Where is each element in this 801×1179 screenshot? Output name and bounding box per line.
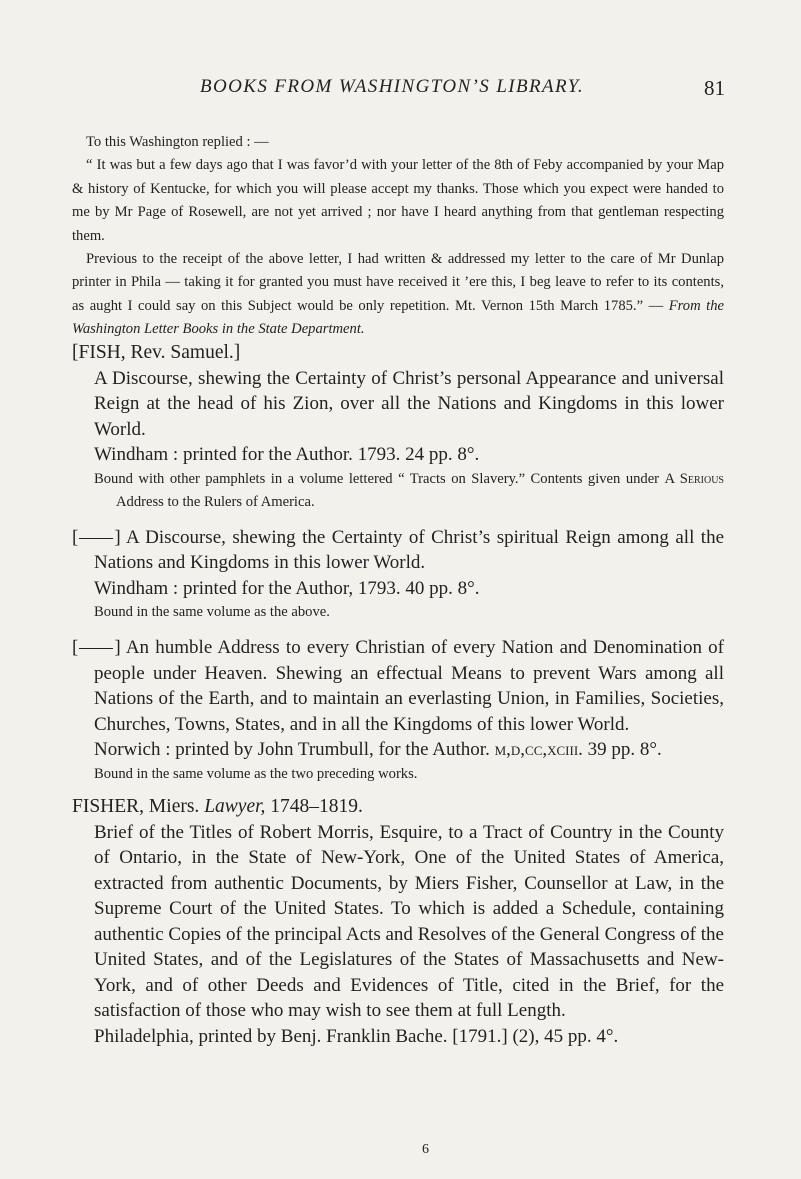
fish-heading: [FISH, Rev. Samuel.]	[72, 342, 241, 363]
fish-entry1-title: A Discourse, shewing the Certainty of Christ’s personal Appearance and universal Reign at the head of his Zion, over all the Nations and Kingdoms in this lower World.	[94, 367, 724, 440]
repeat-author-dash	[79, 538, 113, 539]
fisher-dates: 1748–1819.	[270, 796, 363, 817]
running-title: BOOKS FROM WASHINGTON’S LIBRARY.	[200, 76, 585, 97]
fisher-imprint: Philadelphia, printed by Benj. Franklin Bache. [1791.] (2), 45 pp. 4°.	[94, 1025, 619, 1047]
fish-entry2-title: [ ] A Discourse, shewing the Certainty of Christ’s spiritual Reign among all the Nations and Kingdoms in this lower World.	[72, 526, 724, 573]
e1-note-text: Bound with other pamphlets in a volume lettered “ Tracts on Slavery.” Contents given under	[94, 470, 660, 487]
fish-entry1-imprint: Windham : printed for the Author. 1793. 24 pp. 8°.	[94, 444, 480, 465]
e3-imprint-date: m,d,cc,xciii.	[494, 739, 583, 760]
page-number: 81	[704, 76, 725, 100]
e3-imprint-end: 39 pp. 8°.	[587, 739, 662, 760]
intro-line: To this Washington replied : —	[86, 134, 269, 150]
fish-entry3-title: [ ] An humble Address to every Christian of every Nation and Denomination of people under Heaven. Shewing an effectual Means to prevent Wars among all Nations of the Earth, and to maintain an everlasting Union, in Families, Societies, Churches, Towns, States, and in all the Kingdoms of this lower World.	[72, 637, 724, 735]
repeat-author-dash	[79, 648, 113, 649]
e2-title-text: A Discourse, shewing the Certainty of Christ’s spiritual Reign among all the Nations and Kingdoms in this lower World.	[94, 526, 724, 573]
e3-title-text: An humble Address to every Christian of every Nation and Denomination of people under Heaven. Shewing an effectual Means to prevent Wars among all Nations of the Earth, and to maintain an everlasting Union, in Families, Societies, Churches, Towns, States, and in all the Kingdoms of this lower World.	[94, 637, 724, 735]
e3-imprint-text: Norwich : printed by John Trumbull, for the Author.	[94, 739, 490, 760]
fisher-entry	[72, 794, 724, 1049]
intro-quote-section	[72, 131, 724, 342]
reply-para2: Previous to the receipt of the above letter, I had written & addressed my letter to the care of Mr Dunlap printer in Phila — taking it for granted you must have received it ’ere this, I beg leave to refer to its contents, as aught I could say on this Subject would be only repetition. Mt. Vernon 15th March 1785.” —	[72, 251, 724, 314]
fisher-name: FISHER, Miers.	[72, 796, 200, 817]
fish-entry2-imprint: Windham : printed for the Author, 1793. 40 pp. 8°.	[94, 577, 480, 599]
e1-note-smallcaps: A Serious	[664, 470, 724, 487]
fisher-role: Lawyer,	[204, 796, 266, 817]
fisher-heading	[72, 794, 724, 820]
running-header	[200, 76, 725, 98]
washington-reply-quote: “ It was but a few days ago that I was favor’d with your letter of the 8th of Feby accompanied by your Map & history of Kentucke, for which you will please accept my thanks. Those which you expect were handed to me by Mr Page of Rosewell, are not yet arrived ; nor have I heard anything from that gentleman respecting them.	[72, 157, 724, 244]
fish-entry3-note: Bound in the same volume as the two preceding works.	[94, 765, 418, 782]
reply-source: From the Washington Letter Books in the State Department.	[72, 297, 724, 338]
fish-entry1-note	[94, 468, 724, 514]
fish-entry2-note: Bound in the same volume as the above.	[94, 604, 330, 620]
e1-note-end: Address to the Rulers of America.	[116, 493, 315, 510]
fish-entries	[72, 340, 724, 786]
fish-entry3-imprint	[72, 737, 724, 763]
fisher-title: Brief of the Titles of Robert Morris, Esquire, to a Tract of Country in the County of Ontario, in the State of New-York, One of the United States of America, extracted from authentic Documents, by Miers Fisher, Counsellor at Law, in the Supreme Court of the United States. To which is added a Schedule, containing authentic Copies of the principal Acts and Resolves of the General Congress of the United States, and of the Legislatures of the States of Massachusetts and New-York, and of other Deeds and Evidences of Title, cited in the Brief, for the satisfaction of those who may wish to see them at full Length.	[94, 821, 724, 1021]
signature-mark: 6	[422, 1142, 429, 1157]
washington-reply-continued	[72, 248, 724, 342]
